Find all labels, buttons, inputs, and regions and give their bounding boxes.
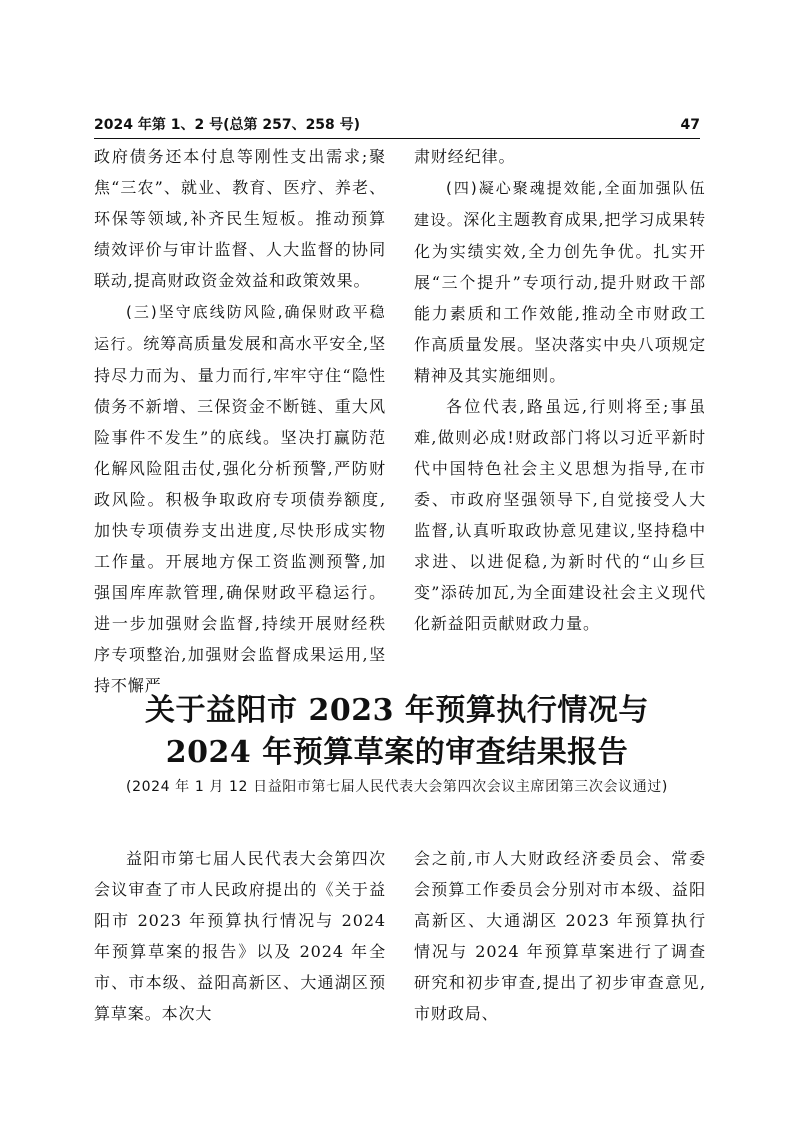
- paragraph: 各位代表,路虽远,行则将至;事虽难,做则必成!财政部门将以习近平新时代中国特色社会主义思想为指导,在市委、市政府坚强领导下,自觉接受人大监督,认真听取政协意见建议,坚持稳中求进、以进促稳,为新时代的“山乡巨变”添砖加瓦,为全面建设社会主义现代化新益阳贡献财政力量。: [414, 397, 706, 633]
- paragraph-body: 深化主题教育成果,把学习成果转化为实绩实效,全力创先争优。扎实开展“三个提升”专项行动,提升财政干部能力素质和工作效能,推动全市财政工作高质量发展。坚决落实中央八项规定精神及其实施细则。: [414, 210, 707, 385]
- report-left-column: [94, 843, 386, 1029]
- report-title-line-1: 关于益阳市 2023 年预算执行情况与: [145, 693, 649, 728]
- report-right-column: [414, 843, 706, 1029]
- paragraph: 益阳市第七届人民代表大会第四次会议审查了市人民政府提出的《关于益阳市 2023 年预算执行情况与 2024 年预算草案的报告》以及 2024 年全市、市本级、益阳高新区、大通湖区预算草案。本次大: [94, 849, 386, 1023]
- section-heading: (四)凝心聚魂提效能,全面加强队伍建设。: [414, 179, 706, 229]
- section-heading: (三)坚守底线防风险,确保财政平稳运行。: [94, 303, 386, 353]
- paragraph: 会之前,市人大财政经济委员会、常委会预算工作委员会分别对市本级、益阳高新区、大通湖区 2023 年预算执行情况与 2024 年预算草案进行了调查研究和初步审查,提出了初步审查意见,市财政局、: [414, 849, 706, 1023]
- upper-right-column: [414, 141, 706, 639]
- issue-info: 2024 年第 1、2 号(总第 257、258 号): [94, 117, 361, 133]
- paragraph: [94, 296, 386, 701]
- report-title-line-2: 2024 年预算草案的审查结果报告: [165, 735, 629, 770]
- running-header: [94, 116, 700, 139]
- paragraph: 政府债务还本付息等刚性支出需求;聚焦“三农”、就业、教育、医疗、养老、环保等领域,补齐民生短板。推动预算绩效评价与审计监督、人大监督的协同联动,提高财政资金效益和政策效果。: [94, 147, 386, 290]
- paragraph-body: 统筹高质量发展和高水平安全,坚持尽力而为、量力而行,牢牢守住“隐性债务不新增、三保资金不断链、重大风险事件不发生”的底线。坚决打赢防范化解风险阻击仗,强化分析预警,严防财政风险。积极争取政府专项债券额度,加快专项债券支出进度,尽快形成实物工作量。开展地方保工资监测预警,加强国库库款管理,确保财政平稳运行。进一步加强财会监督,持续开展财经秩序专项整治,加强财会监督成果运用,坚持不懈严: [94, 334, 387, 695]
- upper-left-column: [94, 141, 386, 701]
- report-subtitle: (2024 年 1 月 12 日益阳市第七届人民代表大会第四次会议主席团第三次会议通过): [126, 779, 668, 795]
- paragraph: [414, 172, 706, 391]
- page-number: 47: [680, 117, 700, 133]
- paragraph: 肃财经纪律。: [414, 147, 516, 166]
- report-title-block: [0, 690, 794, 798]
